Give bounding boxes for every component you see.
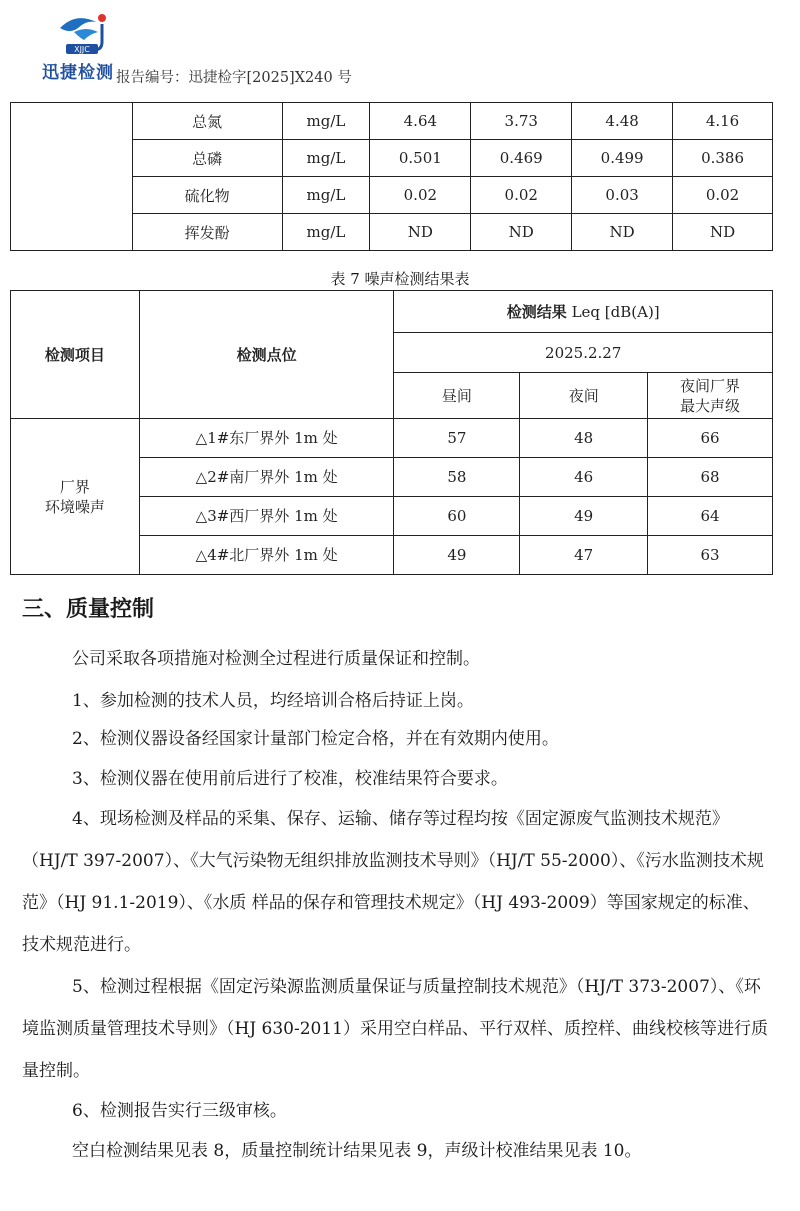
table-6-continued xyxy=(10,102,773,251)
company-logo xyxy=(42,8,124,88)
table-row: 挥发酚 mg/L ND ND ND ND xyxy=(11,214,773,251)
paragraph: 6、检测报告实行三级审核。 xyxy=(72,1101,287,1121)
paragraph: 公司采取各项措施对检测全过程进行质量保证和控制。 xyxy=(72,649,480,669)
section-title: 三、质量控制 xyxy=(22,597,155,622)
table-row: 总氮 mg/L 4.64 3.73 4.48 4.16 xyxy=(11,103,773,140)
header-day: 昼间 xyxy=(394,373,520,419)
report-header xyxy=(22,8,782,90)
svg-text:XJJC: XJJC xyxy=(74,45,90,54)
table-header-row xyxy=(11,291,773,333)
header-item: 检测项目 xyxy=(11,291,140,419)
header-result: 检测结果 Leq [dB(A)] xyxy=(394,291,773,333)
header-date: 2025.2.27 xyxy=(394,333,773,373)
table-row: △3#西厂界外 1m 处 60 49 64 xyxy=(11,497,773,536)
report-number: 报告编号：迅捷检字[2025]X240 号 xyxy=(116,70,352,86)
paragraph: 空白检测结果见表 8，质量控制统计结果见表 9，声级计校准结果见表 10。 xyxy=(72,1141,642,1161)
paragraph: 1、参加检测的技术人员，均经培训合格后持证上岗。 xyxy=(72,691,474,711)
paragraph: 2、检测仪器设备经国家计量部门检定合格，并在有效期内使用。 xyxy=(72,729,559,749)
header-point: 检测点位 xyxy=(139,291,394,419)
table-7-caption: 表 7 噪声检测结果表 xyxy=(330,270,470,288)
merged-cell xyxy=(11,103,133,251)
header-night-max: 夜间厂界 最大声级 xyxy=(648,373,773,419)
table-row: 总磷 mg/L 0.501 0.469 0.499 0.386 xyxy=(11,140,773,177)
logo-bird-icon xyxy=(56,8,112,58)
paragraph: 5、检测过程根据《固定污染源监测质量保证与质量控制技术规范》（HJ/T 373-2007）、《环境监测质量管理技术导则》（HJ 630-2011）采用空白样品、平行双样、质控样、曲线校核等进行质量控制。 xyxy=(22,977,768,1081)
paragraph: 4、现场检测及样品的采集、保存、运输、储存等过程均按《固定源废气监测技术规范》（HJ/T 397-2007）、《大气污染物无组织排放监测技术导则》（HJ/T 55-2000）、《污水监测技术规范》（HJ 91.1-2019）、《水质 样品的保存和管理技术规定》（HJ 493-2009）等国家规定的标准、技术规范进行。 xyxy=(22,809,764,955)
table-row: 厂界 环境噪声 △1#东厂界外 1m 处 57 48 66 xyxy=(11,419,773,458)
table-row: 硫化物 mg/L 0.02 0.02 0.03 0.02 xyxy=(11,177,773,214)
header-night: 夜间 xyxy=(520,373,648,419)
table-7-noise-results xyxy=(10,290,773,575)
paragraph: 3、检测仪器在使用前后进行了校准，校准结果符合要求。 xyxy=(72,769,508,789)
logo-text: 迅捷检测 xyxy=(42,63,114,83)
table-row: △2#南厂界外 1m 处 58 46 68 xyxy=(11,458,773,497)
item-cell: 厂界 环境噪声 xyxy=(11,419,140,575)
table-row: △4#北厂界外 1m 处 49 47 63 xyxy=(11,536,773,575)
